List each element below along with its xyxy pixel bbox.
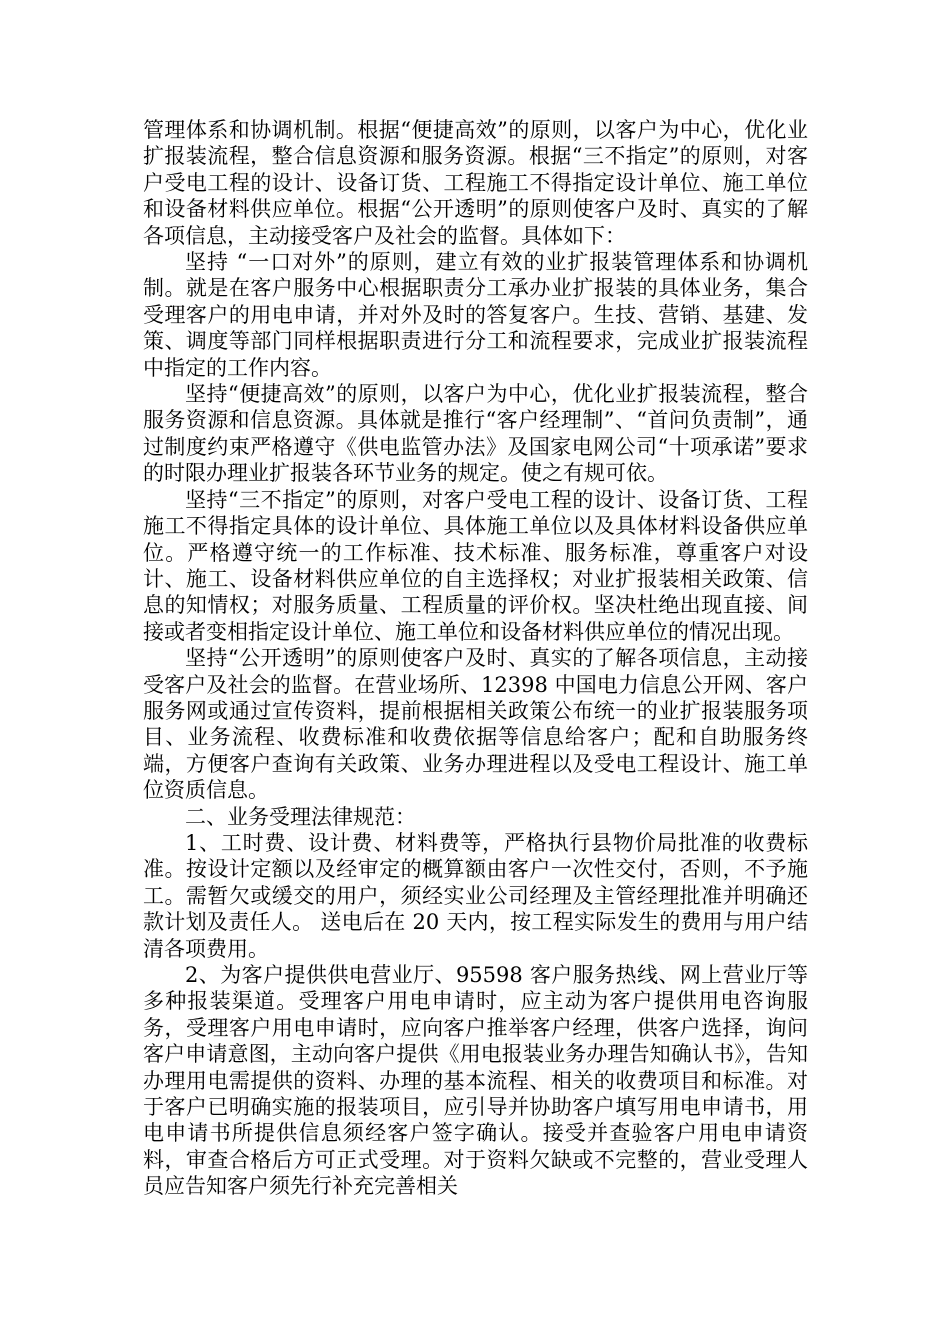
paragraph-three-no-designation: 坚持“三不指定”的原则，对客户受电工程的设计、设备订货、工程施工不得指定具体的设计单位、具体施工单位以及具体材料设备供应单位。严格遵守统一的工作标准、技术标准、服务标准，尊重客户对设计、施工、设备材料供应单位的自主选择权；对业扩报装相关政策、信息的知情权；对服务质量、工程质量的评价权。坚决杜绝出现直接、间接或者变相指定设计单位、施工单位和设备材料供应单位的情况出现。 [143, 487, 808, 644]
paragraph-one-window: 坚持 “一口对外”的原则，建立有效的业扩报装管理体系和协调机制。就是在客户服务中心根据职责分工承办业扩报装的具体业务，集合受理客户的用电申请，并对外及时的答复客户。生技、营销、基建、发策、调度等部门同样根据职责进行分工和流程要求，完成业扩报装流程中指定的工作内容。 [143, 250, 808, 380]
paragraph-open-transparent: 坚持“公开透明”的原则使客户及时、真实的了解各项信息，主动接受客户及社会的监督。在营业场所、12398 中国电力信息公开网、客户服务网或通过宣传资料，提前根据相关政策公布统一的业扩报装服务项目、业务流程、收费标准和收费依据等信息给客户；配和自助服务终端，方便客户查询有关政策、业务办理进程以及受电工程设计、施工单位资质信息。 [143, 646, 808, 803]
section-heading-business-acceptance: 二、业务受理法律规范： [185, 804, 416, 829]
paragraph-item-2-channels: 2、为客户提供供电营业厅、95598 客户服务热线、网上营业厅等多种报装渠道。受理客户用电申请时，应主动为客户提供用电咨询服务，受理客户用电申请时，应向客户推举客户经理，供客户选择，询问客户申请意图，主动向客户提供《用电报装业务办理告知确认书》，告知办理用电需提供的资料、办理的基本流程、相关的收费项目和标准。对于客户已明确实施的报装项目，应引导并协助客户填写用电申请书，用电申请书所提供信息须经客户签字确认。接受并查验客户用电申请资料，审查合格后方可正式受理。对于资料欠缺或不完整的，营业受理人员应告知客户须先行补充完善相关 [143, 963, 808, 1199]
paragraph-item-1-fees: 1、工时费、设计费、材料费等，严格执行县物价局批准的收费标准。按设计定额以及经审定的概算额由客户一次性交付，否则，不予施工。需暂欠或缓交的用户，须经实业公司经理及主管经理批准并明确还款计划及责任人。 送电后在 20 天内，按工程实际发生的费用与用户结清各项费用。 [143, 830, 808, 961]
paragraph-convenient-efficient: 坚持“便捷高效”的原则，以客户为中心，优化业扩报装流程，整合服务资源和信息资源。具体就是推行“客户经理制”、“首问负责制”，通过制度约束严格遵守《供电监管办法》及国家电网公司“十项承诺”要求的时限办理业扩报装各环节业务的规定。使之有规可依。 [143, 382, 808, 486]
paragraph-intro: 管理体系和协调机制。根据“便捷高效”的原则，以客户为中心，优化业扩报装流程，整合信息资源和服务资源。根据“三不指定”的原则，对客户受电工程的设计、设备订货、工程施工不得指定设计单位、施工单位和设备材料供应单位。根据“公开透明”的原则使客户及时、真实的了解各项信息，主动接受客户及社会的监督。具体如下： [143, 118, 808, 248]
document-body [143, 117, 808, 1200]
